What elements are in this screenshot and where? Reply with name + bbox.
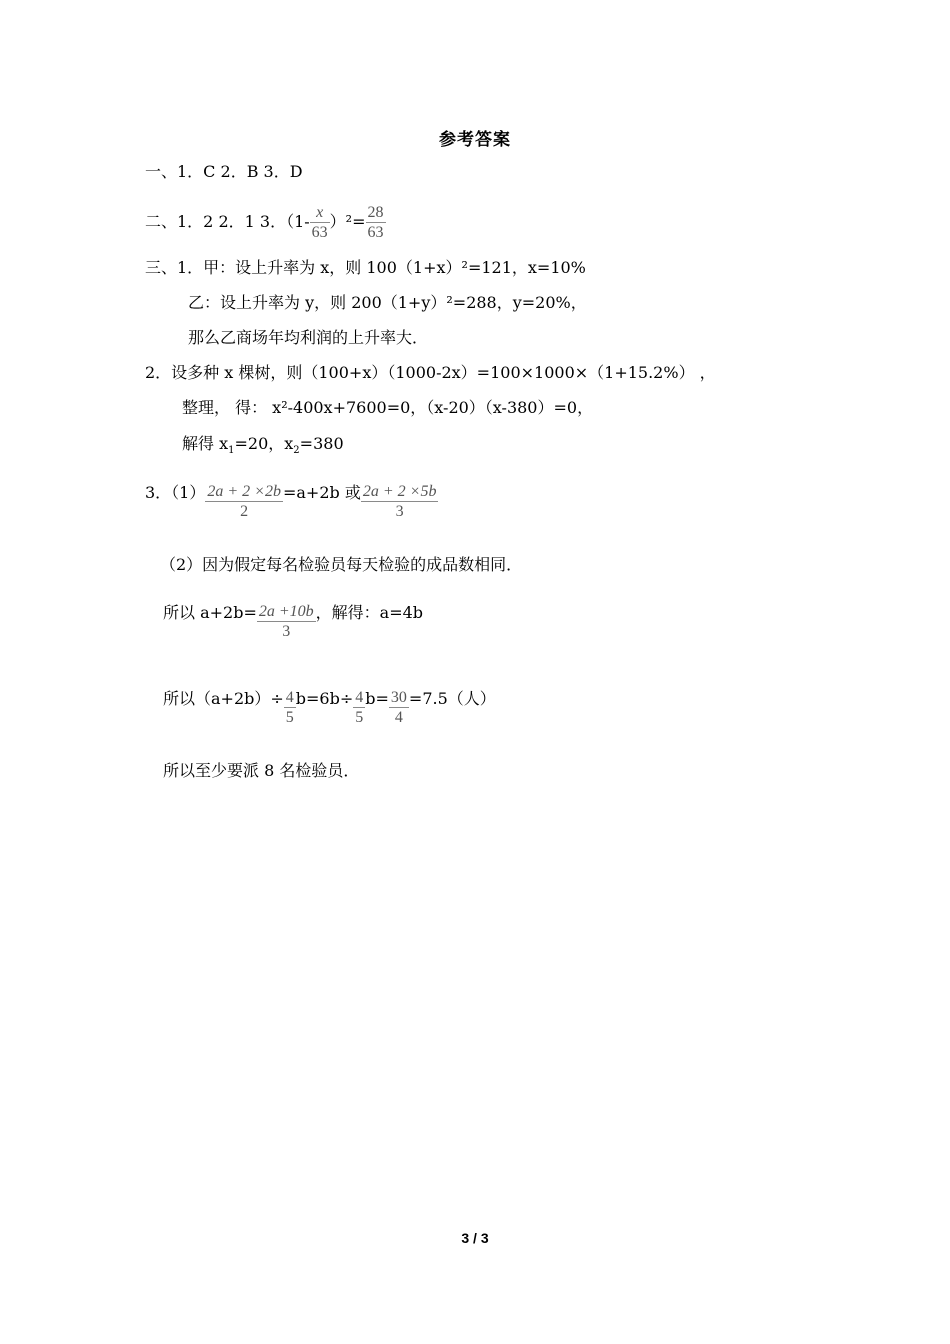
fraction-30-over-4: $\frac{30}{4}$: [390, 689, 407, 726]
section-3-q1-line-3: 那么乙商场年均利润的上升率大．: [188, 328, 429, 347]
fraction-x-over-63: $\frac{x}{63}$: [311, 204, 328, 241]
section-2-prefix: 二、1．2 2．1 3．（1-: [145, 212, 310, 231]
section-3-q3-part-2: （2）因为假定每名检验员每天检验的成品数相同．: [160, 555, 523, 574]
section-3-q3-equation-2: 所以（a+2b）÷ $\frac{4}{5}$ b=6b÷ $\frac{4}{5}$ b= $\frac{30}{4}$ =7.5（人）: [163, 689, 496, 726]
section-2-mid: ）²=: [329, 212, 366, 231]
section-3-q2-line-2: 整理， 得： x²-400x+7600=0，（x-20）（x-380）=0，: [182, 398, 594, 417]
section-3-q3-equation-1: 所以 a+2b= $\frac{2a +10b}{3}$ ，解得：a=4b: [163, 603, 424, 640]
fraction-4-over-5-a: $\frac{4}{5}$: [285, 689, 294, 726]
answer-section-1: 一、1．C 2．B 3．D: [145, 162, 303, 181]
section-3-q1-line-2: 乙：设上升率为 y，则 200（1+y）²=288，y=20%，: [188, 293, 587, 312]
fraction-q3-option-2: $\frac{2a + 2 \times 5b}{3}$: [362, 483, 437, 520]
fraction-28-over-63: $\frac{28}{63}$: [367, 204, 384, 241]
section-3-q2-line-1: 2．设多种 x 棵树，则（100+x）（1000-2x）=100×1000×（1+15.2%） ，: [145, 363, 716, 382]
section-3-q2-line-3: 解得 $x_1=20$，$x_2=380$: [182, 434, 344, 457]
page-number: 3 / 3: [461, 1230, 489, 1246]
answer-section-2: [145, 203, 386, 242]
section-3-q3-line-1: 3．（1） $\frac{2a + 2 \times 2b}{2}$ =a+2b 或 $\frac{2a + 2 \times 5b}{3}$: [145, 483, 437, 520]
fraction-4-over-5-b: $\frac{4}{5}$: [355, 689, 364, 726]
page-title: 参考答案: [439, 130, 511, 150]
fraction-q3-option-1: $\frac{2a + 2 \times 2b}{2}$: [207, 483, 281, 520]
section-3-q3-conclusion: 所以至少要派 8 名检验员．: [163, 761, 360, 780]
section-3-q1-line-1: 三、1．甲：设上升率为 x，则 100（1+x）²=121，x=10%: [145, 258, 586, 277]
fraction-2a-10b-over-3: $\frac{2a +10b}{3}$: [258, 603, 314, 640]
